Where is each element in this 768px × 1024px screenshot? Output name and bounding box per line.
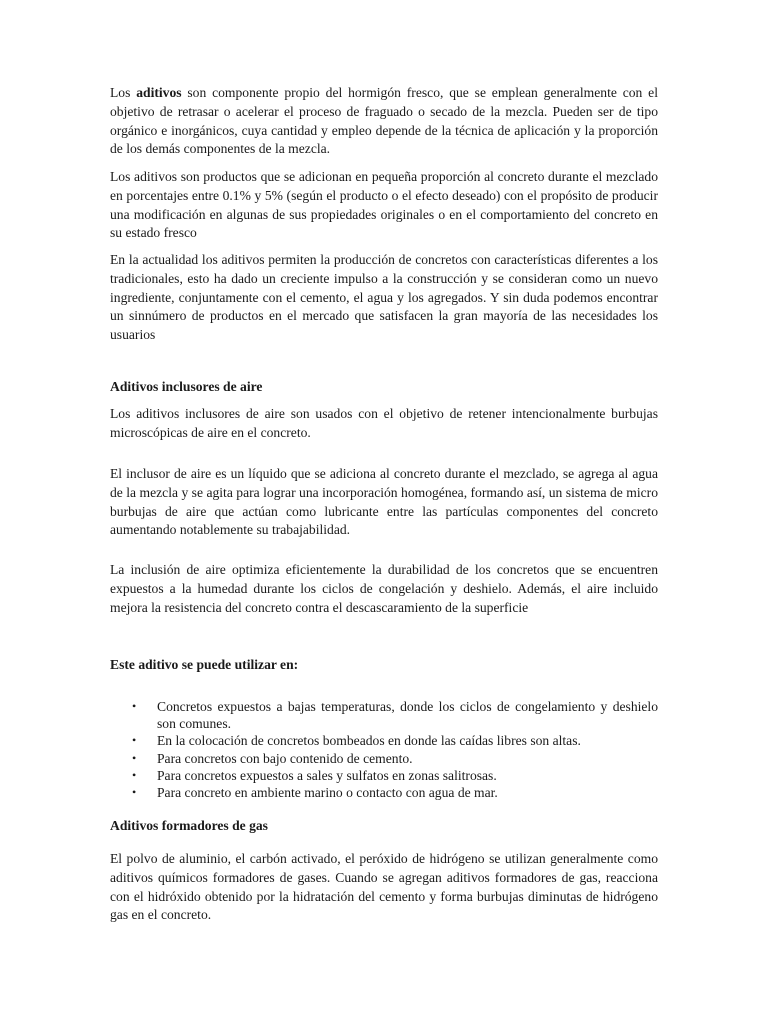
list-item-text: Concretos expuestos a bajas temperaturas, donde los ciclos de congelamiento y deshielo son comunes. [157,699,658,732]
bullet-icon: • [132,733,137,748]
list-item [110,767,658,784]
air-paragraph-1: Los aditivos inclusores de aire son usados con el objetivo de retener intencionalmente burbujas microscópicas de aire en el concreto. [110,406,658,440]
list-item [110,750,658,767]
list-item [110,698,658,732]
list-item [110,784,658,801]
intro-paragraph-3: En la actualidad los aditivos permiten la producción de concretos con características diferentes a los tradicionales, esto ha dado un creciente impulso a la construcción y se consideran como un nuevo ingrediente, conjuntamente con el cemento, el agua y los agregados. Y sin duda podemos encontrar un sinnúmero de productos en el mercado que satisfacen la gran mayoría de las necesidades los usuarios [110,252,658,343]
bullet-icon: • [132,785,137,800]
intro-paragraph-2: Los aditivos son productos que se adicionan en pequeña proporción al concreto durante el mezclado en porcentajes entre 0.1% y 5% (según el producto o el efecto deseado) con el propósito de producir una modificación en algunas de sus propiedades originales o en el comportamiento del concreto en su estado fresco [110,169,658,241]
section-heading-gas-forming: Aditivos formadores de gas [110,818,268,833]
bullet-icon: • [132,767,137,782]
uses-bullet-list [110,698,658,801]
intro-p1-lead: Los [110,85,137,100]
list-item-text: En la colocación de concretos bombeados en donde las caídas libres son altas. [157,733,581,749]
list-item [110,732,658,749]
section-heading-uses: Este aditivo se puede utilizar en: [110,657,299,672]
list-item-text: Para concretos expuestos a sales y sulfatos en zonas salitrosas. [157,767,497,783]
bullet-icon: • [132,699,137,713]
intro-paragraph-1 [110,84,658,159]
intro-p1-body: son componente propio del hormigón fresco, que se emplean generalmente con el objetivo de retrasar o acelerar el proceso de fraguado o secado de la mezcla. Pueden ser de tipo orgánico e inorgánicos, cuya cantidad y empleo depende de la técnica de aplicación y la proporción de los demás componentes de la mezcla. [110,85,658,157]
intro-p1-bold-term: aditivos [136,85,182,100]
section-heading-air-entraining: Aditivos inclusores de aire [110,379,263,394]
list-item-text: Para concreto en ambiente marino o contacto con agua de mar. [157,785,498,801]
list-item-text: Para concretos con bajo contenido de cemento. [157,750,413,766]
air-paragraph-2: El inclusor de aire es un líquido que se adiciona al concreto durante el mezclado, se agrega al agua de la mezcla y se agita para lograr una incorporación homogénea, formando así, un sistema de micro burbujas de aire que actúan como lubricante entre las partículas componentes del concreto aumentando notablemente su trabajabilidad. [110,466,658,538]
gas-paragraph-1: El polvo de aluminio, el carbón activado, el peróxido de hidrógeno se utilizan generalmente como aditivos químicos formadores de gases. Cuando se agregan aditivos formadores de gas, reacciona con el hidróxido obtenido por la hidratación del cemento y forma burbujas diminutas de hidrógeno gas en el concreto. [110,851,658,923]
air-paragraph-3: La inclusión de aire optimiza eficientemente la durabilidad de los concretos que se encuentren expuestos a la humedad durante los ciclos de congelación y deshielo. Además, el aire incluido mejora la resistencia del concreto contra el descascaramiento de la superficie [110,562,658,615]
bullet-icon: • [132,750,137,765]
